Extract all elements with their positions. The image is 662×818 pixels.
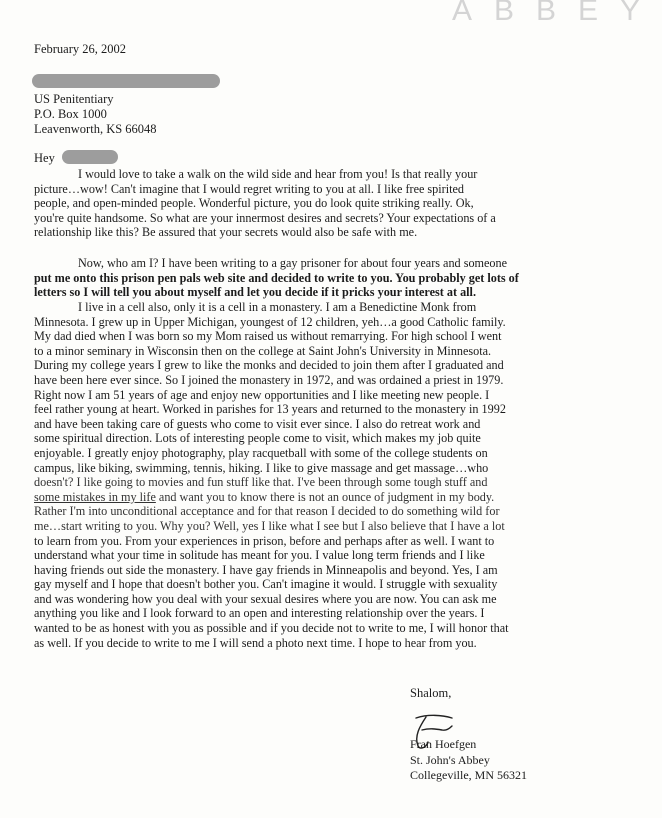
paragraph-line: enjoyable. I greatly enjoy photography, play racquetball with some of the college students on (34, 445, 488, 460)
signer-org: St. John's Abbey (410, 752, 490, 767)
paragraph-line: having friends out side the monastery. I have gay friends in Minneapolis and beyond. Yes, I am (34, 562, 498, 577)
paragraph-line: some spiritual direction. Lots of interesting people come to visit, which makes my job quite (34, 431, 481, 446)
paragraph-line: as well. If you decide to write to me I will send a photo next time. I hope to hear from you. (34, 635, 477, 650)
greeting: Hey (34, 151, 55, 165)
redacted-recipient-name (32, 74, 220, 88)
paragraph-line: gay myself and I hope that doesn't bother you. Can't imagine it would. I struggle with sexuality (34, 577, 498, 592)
paragraph-line: anything you like and I look forward to an open and interesting relationship over the years. I (34, 606, 485, 621)
recipient-address (34, 92, 157, 137)
paragraph-1 (34, 167, 630, 240)
paragraph-line: to a minor seminary in Wisconsin then on the college at Saint John's University in Minnesota. (34, 343, 492, 358)
signer-block (410, 737, 527, 784)
address-line: Leavenworth, KS 66048 (34, 122, 157, 136)
paragraph-line: have been here ever since. So I joined the monastery in 1972, and was ordained a priest in 1979. (34, 372, 504, 387)
signer-city: Collegeville, MN 56321 (410, 768, 527, 782)
paragraph-line: doesn't? I like going to movies and fun stuff like that. I've been through some tough stuff and (34, 475, 488, 490)
address-line: US Penitentiary (34, 92, 114, 106)
paragraph-line: My dad died when I was born so my Mom raised us without remarrying. For high school I went (34, 329, 502, 344)
redacted-greeting-name (62, 150, 118, 164)
letter-date: February 26, 2002 (34, 42, 126, 56)
closing: Shalom, (410, 686, 452, 700)
paragraph-3 (34, 300, 630, 650)
paragraph-line: Now, who am I? I have been writing to a gay prisoner for about four years and someone (78, 256, 508, 270)
paragraph-line: picture…wow! Can't imagine that I would regret writing to you at all. I like free spirited (34, 181, 464, 196)
paragraph-line: put me onto this prison pen pals web site and decided to write to you. You probably get lots of (34, 270, 519, 285)
signer-name: Fran Hoefgen (410, 737, 477, 751)
paragraph-line: understand what your time in solitude has meant for you. I value long term friends and I like (34, 548, 485, 563)
paragraph-line: feel rather young at heart. Worked in parishes for 13 years and returned to the monastery in 1992 (34, 402, 506, 417)
paragraph-line: to learn from you. From your experiences in prison, before and perhaps after as well. I want to (34, 533, 495, 548)
paragraph-line: and have been taking care of guests who come to visit ever since. I also do retreat work and (34, 416, 481, 431)
paragraph-line: some mistakes in my life and want you to know there is not an ounce of judgment in my body. (34, 489, 495, 504)
paragraph-line: campus, like biking, swimming, tennis, hiking. I like to give massage and get massage…who (34, 460, 489, 475)
paragraph-line: Right now I am 51 years of age and enjoy new opportunities and I like meeting new people. I (34, 387, 490, 402)
paragraph-line: letters so I will tell you about myself and let you decide if it pricks your interest at all. (34, 285, 476, 300)
paragraph-line: you're quite handsome. So what are your innermost desires and secrets? Your expectations of a (34, 210, 496, 225)
paragraph-line: people, and open-minded people. Wonderful picture, you do look quite striking really. Ok, (34, 196, 474, 211)
paragraph-line: and was wondering how you deal with your sexual desires where you are now. You can ask me (34, 591, 497, 606)
paragraph-line: Rather I'm into unconditional acceptance and for that reason I decided to do something wild for (34, 504, 500, 519)
address-line: P.O. Box 1000 (34, 107, 107, 121)
paragraph-line: Minnesota. I grew up in Upper Michigan, youngest of 12 children, yeh…a good Catholic family. (34, 314, 506, 329)
paragraph-line: relationship like this? Be assured that your secrets would also be safe with me. (34, 225, 418, 240)
paragraph-line: wanted to be as honest with you as possible and if you decide not to write to me, I will honor that (34, 621, 509, 636)
paragraph-line: During my college years I grew to like the monks and decided to join them after I graduated and (34, 358, 504, 373)
paragraph-line: I would love to take a walk on the wild side and hear from you! Is that really your (78, 167, 478, 181)
underlined-phrase: some mistakes in my life (34, 489, 156, 504)
paragraph-line: I live in a cell also, only it is a cell in a monastery. I am a Benedictine Monk from (78, 300, 477, 314)
abbey-stamp: ABBEY (452, 0, 662, 27)
paragraph-2 (34, 256, 630, 300)
paragraph-line: me…start writing to you. Why you? Well, yes I like what I see but I also believe that I have a lot (34, 518, 505, 533)
